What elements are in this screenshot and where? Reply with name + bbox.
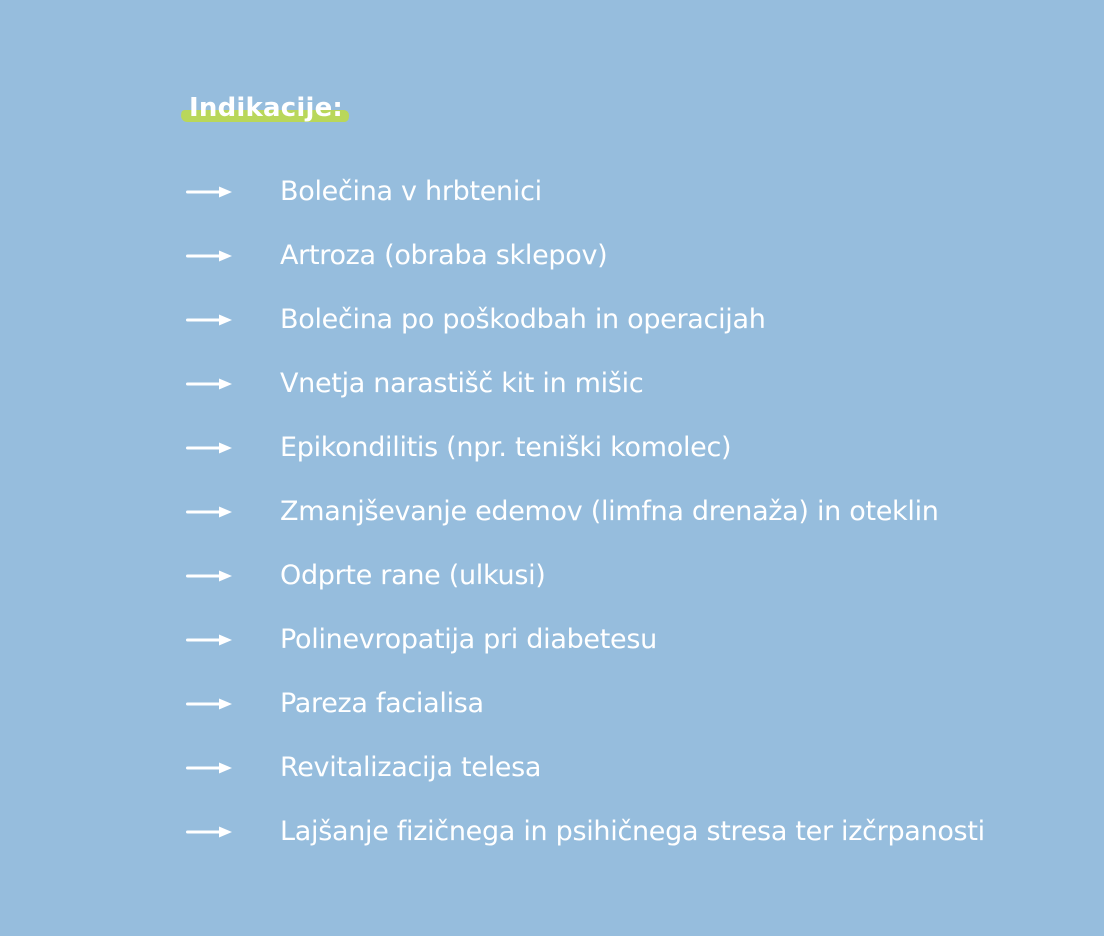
list-item (186, 480, 985, 544)
indications-list (186, 160, 985, 864)
list-item (186, 416, 985, 480)
list-item-label: Polinevropatija pri diabetesu (280, 624, 657, 655)
list-item-label: Artroza (obraba sklepov) (280, 240, 608, 271)
list-item-label: Bolečina v hrbtenici (280, 176, 542, 207)
arrow-right-icon (186, 634, 232, 646)
list-item (186, 544, 985, 608)
arrow-right-icon (186, 378, 232, 390)
list-item-label: Vnetja narastišč kit in mišic (280, 368, 644, 399)
list-item-label: Zmanjševanje edemov (limfna drenaža) in oteklin (280, 496, 939, 527)
page-title: Indikacije: (189, 93, 344, 123)
list-item (186, 672, 985, 736)
arrow-right-icon (186, 762, 232, 774)
list-item-label: Bolečina po poškodbah in operacijah (280, 304, 766, 335)
arrow-right-icon (186, 314, 232, 326)
list-item (186, 224, 985, 288)
arrow-right-icon (186, 186, 232, 198)
arrow-right-icon (186, 250, 232, 262)
list-item-label: Epikondilitis (npr. teniški komolec) (280, 432, 732, 463)
list-item-label: Lajšanje fizičnega in psihičnega stresa ter izčrpanosti (280, 816, 985, 847)
arrow-right-icon (186, 826, 232, 838)
arrow-right-icon (186, 698, 232, 710)
arrow-right-icon (186, 506, 232, 518)
list-item-label: Pareza facialisa (280, 688, 484, 719)
arrow-right-icon (186, 442, 232, 454)
list-item (186, 288, 985, 352)
list-item (186, 608, 985, 672)
list-item-label: Odprte rane (ulkusi) (280, 560, 546, 591)
list-item (186, 160, 985, 224)
list-item (186, 352, 985, 416)
list-item (186, 736, 985, 800)
heading-block (181, 86, 343, 130)
list-item (186, 800, 985, 864)
arrow-right-icon (186, 570, 232, 582)
list-item-label: Revitalizacija telesa (280, 752, 542, 783)
